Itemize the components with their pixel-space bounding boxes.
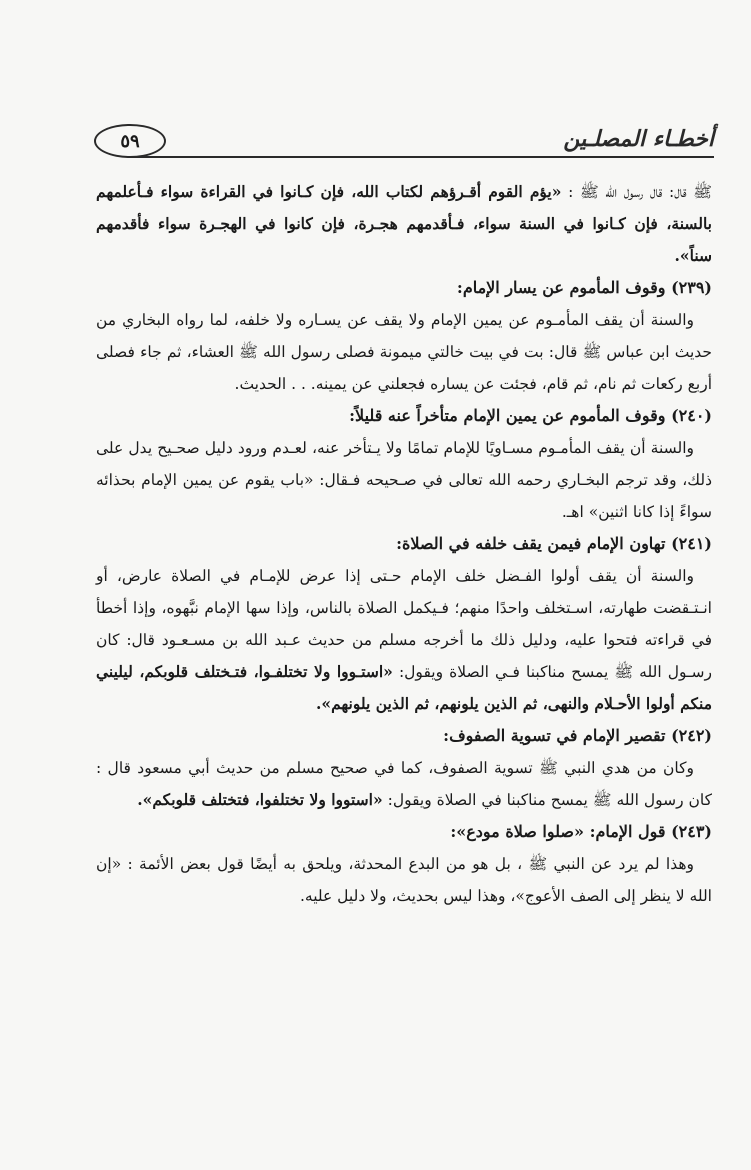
section-heading-239: (٢٣٩) وقوف المأموم عن يسار الإمام: [456,278,712,297]
header-rule [128,156,714,158]
paragraph-239: والسنة أن يقف المأمـوم عن يمين الإمام ولا يقف عن يسـاره ولا خلفه، لما رواه البخاري من حديث ابن عباس ﷺ قال: بت في بيت خالتي ميمونة فصلى رسول الله ﷺ العشاء، ثم جاء فصلى أربع ركعات ثم نام، ثم قام، فجئت عن يساره فجعلني عن يمينه. . . الحديث. [96,311,712,393]
section-heading-240: (٢٤٠) وقوف المأموم عن يمين الإمام متأخراً عنه قليلاً: [349,406,712,425]
page-number: ٥٩ [94,124,166,158]
hadith-quote: «يؤم القوم أقـرؤهم لكتاب الله، فإن كـانوا في القراءة سواء فـأعلمهم بالسنة، فإن كـانوا في السنة سواء، فـأقدمهم هجـرة، فإن كانوا في الهجـرة سواء فأقدمهم سناً». [96,182,712,265]
paragraph-text: والسنة أن يقف أولوا الفـضل خلف الإمام حـتى إذا عرض للإمـام في الصلاة عارض، أو انـتـقضت طهارته، اسـتخلف واحدًا منهم؛ فـيكمل الصلاة بالناس، وإذا سها الإمام نبَّهوه، وإذا أخطأ في قراءته فتحوا عليه، ودليل ذلك ما أخرجه مسلم من حديث عـبد الله بن مسـعـود قال: كان رسـول الله ﷺ يمسح مناكبنا فـي الصلاة ويقول: [96,567,713,681]
paragraph-243: وهذا لم يرد عن النبي ﷺ ، بل هو من البدع المحدثة، ويلحق به أيضًا قول بعض الأئمة : «إن الله لا ينظر إلى الصف الأعوج»، وهذا ليس بحديث، ولا دليل عليه. [96,855,712,905]
section-heading-242: (٢٤٢) تقصير الإمام في تسوية الصفوف: [443,726,712,745]
page-body [96,176,712,912]
paragraph-241 [96,560,712,720]
section-heading-243: (٢٤٣) قول الإمام: «صلوا صلاة مودع»: [450,822,712,841]
paragraph-240: والسنة أن يقف المأمـوم مسـاويًا للإمام تمامًا ولا يـتأخر عنه، لعـدم ورود دليل صحـيح يدل على ذلك، وقد ترجم البخـاري رحمه الله تعالى في صـحيحه فـقال: «باب يقوم عن يمين الإمام بحذائه سواءً إذا كانا اثنين» اهـ. [96,439,712,521]
paragraph-text: وكان من هدي النبي ﷺ تسوية الصفوف، كما في صحيح مسلم من حديث أبي مسعود قال : كان رسول الله ﷺ يمسح مناكبنا في الصلاة ويقول: [96,759,712,809]
paragraph-text: ﷺ قال: قال رسول الله ﷺ : [568,183,712,201]
hadith-quote: «استـووا ولا تختلفـوا، فتـختلف قلوبكم، ليليني منكم أولوا الأحـلام والنهى، ثم الذين يلونهم، ثم الذين يلونهم». [96,662,712,713]
paragraph-hadith-imamate [96,176,712,272]
hadith-quote: «استووا ولا تختلفوا، فتختلف قلوبكم». [137,790,383,809]
page-header [94,118,714,158]
paragraph-242 [96,752,712,816]
book-title: أخطـاء المصلـين [563,126,714,152]
section-heading-241: (٢٤١) تهاون الإمام فيمن يقف خلفه في الصلاة: [396,534,712,553]
